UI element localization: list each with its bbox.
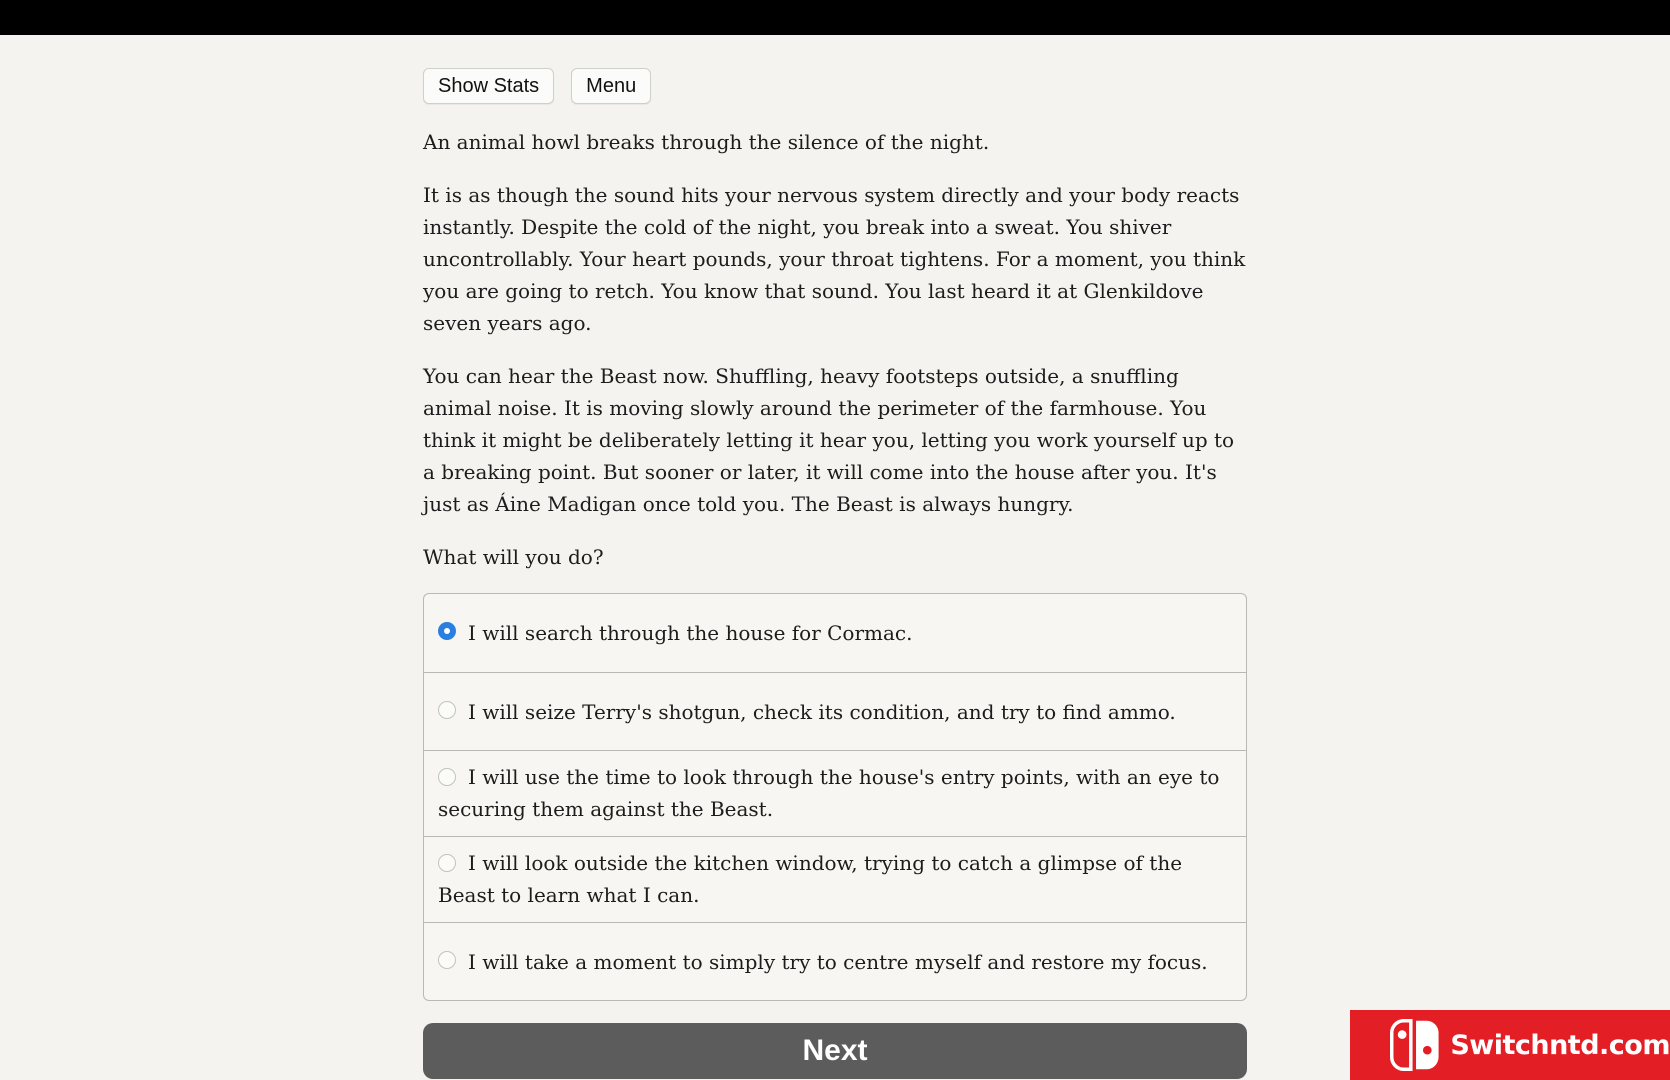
choice-option-kitchen-window[interactable]	[424, 836, 1246, 922]
choice-label: I will seize Terry's shotgun, check its condition, and try to find ammo.	[468, 699, 1176, 724]
choice-label: I will search through the house for Cormac.	[468, 621, 913, 645]
menu-button[interactable]: Menu	[571, 68, 651, 104]
toolbar	[423, 68, 1247, 104]
radio-unselected-icon[interactable]	[438, 951, 456, 969]
radio-unselected-icon[interactable]	[438, 701, 456, 719]
choice-list	[423, 593, 1247, 1001]
choice-label: I will take a moment to simply try to centre myself and restore my focus.	[468, 949, 1208, 974]
story-paragraph: You can hear the Beast now. Shuffling, heavy footsteps outside, a snuffling animal noise. It is moving slowly around the perimeter of the farmhouse. You think it might be deliberately letting it hear you, letting you work yourself up to a breaking point. But sooner or later, it will come into the house after you. It's just as Áine Madigan once told you. The Beast is always hungry.	[423, 364, 1235, 516]
show-stats-button[interactable]: Show Stats	[423, 68, 554, 104]
choice-option-seize-shotgun[interactable]	[424, 672, 1246, 750]
choice-prompt: What will you do?	[423, 545, 604, 569]
watermark	[1350, 1010, 1670, 1080]
story-paragraph: An animal howl breaks through the silence of the night.	[423, 130, 990, 154]
choice-label: I will look outside the kitchen window, trying to catch a glimpse of the Beast to learn what I can.	[438, 851, 1183, 907]
radio-selected-icon[interactable]	[438, 622, 456, 640]
radio-unselected-icon[interactable]	[438, 768, 456, 786]
choice-option-centre-myself[interactable]	[424, 922, 1246, 1000]
choice-option-entry-points[interactable]	[424, 750, 1246, 836]
choice-option-search-house[interactable]	[424, 594, 1246, 672]
watermark-text: Switchntd.com	[1450, 1029, 1670, 1061]
switch-logo-icon	[1390, 1015, 1440, 1075]
story-paragraph: It is as though the sound hits your nervous system directly and your body reacts instantly. Despite the cold of the night, you break into a sweat. You shiver uncontrollably. Your heart pounds, your throat tightens. For a moment, you think you are going to retch. You know that sound. You last heard it at Glenkildove seven years ago.	[423, 183, 1246, 335]
top-black-bar	[0, 0, 1670, 35]
choice-label: I will use the time to look through the house's entry points, with an eye to securing them against the Beast.	[438, 765, 1220, 821]
next-button[interactable]: Next	[423, 1023, 1247, 1079]
radio-unselected-icon[interactable]	[438, 854, 456, 872]
game-content	[423, 68, 1247, 1079]
